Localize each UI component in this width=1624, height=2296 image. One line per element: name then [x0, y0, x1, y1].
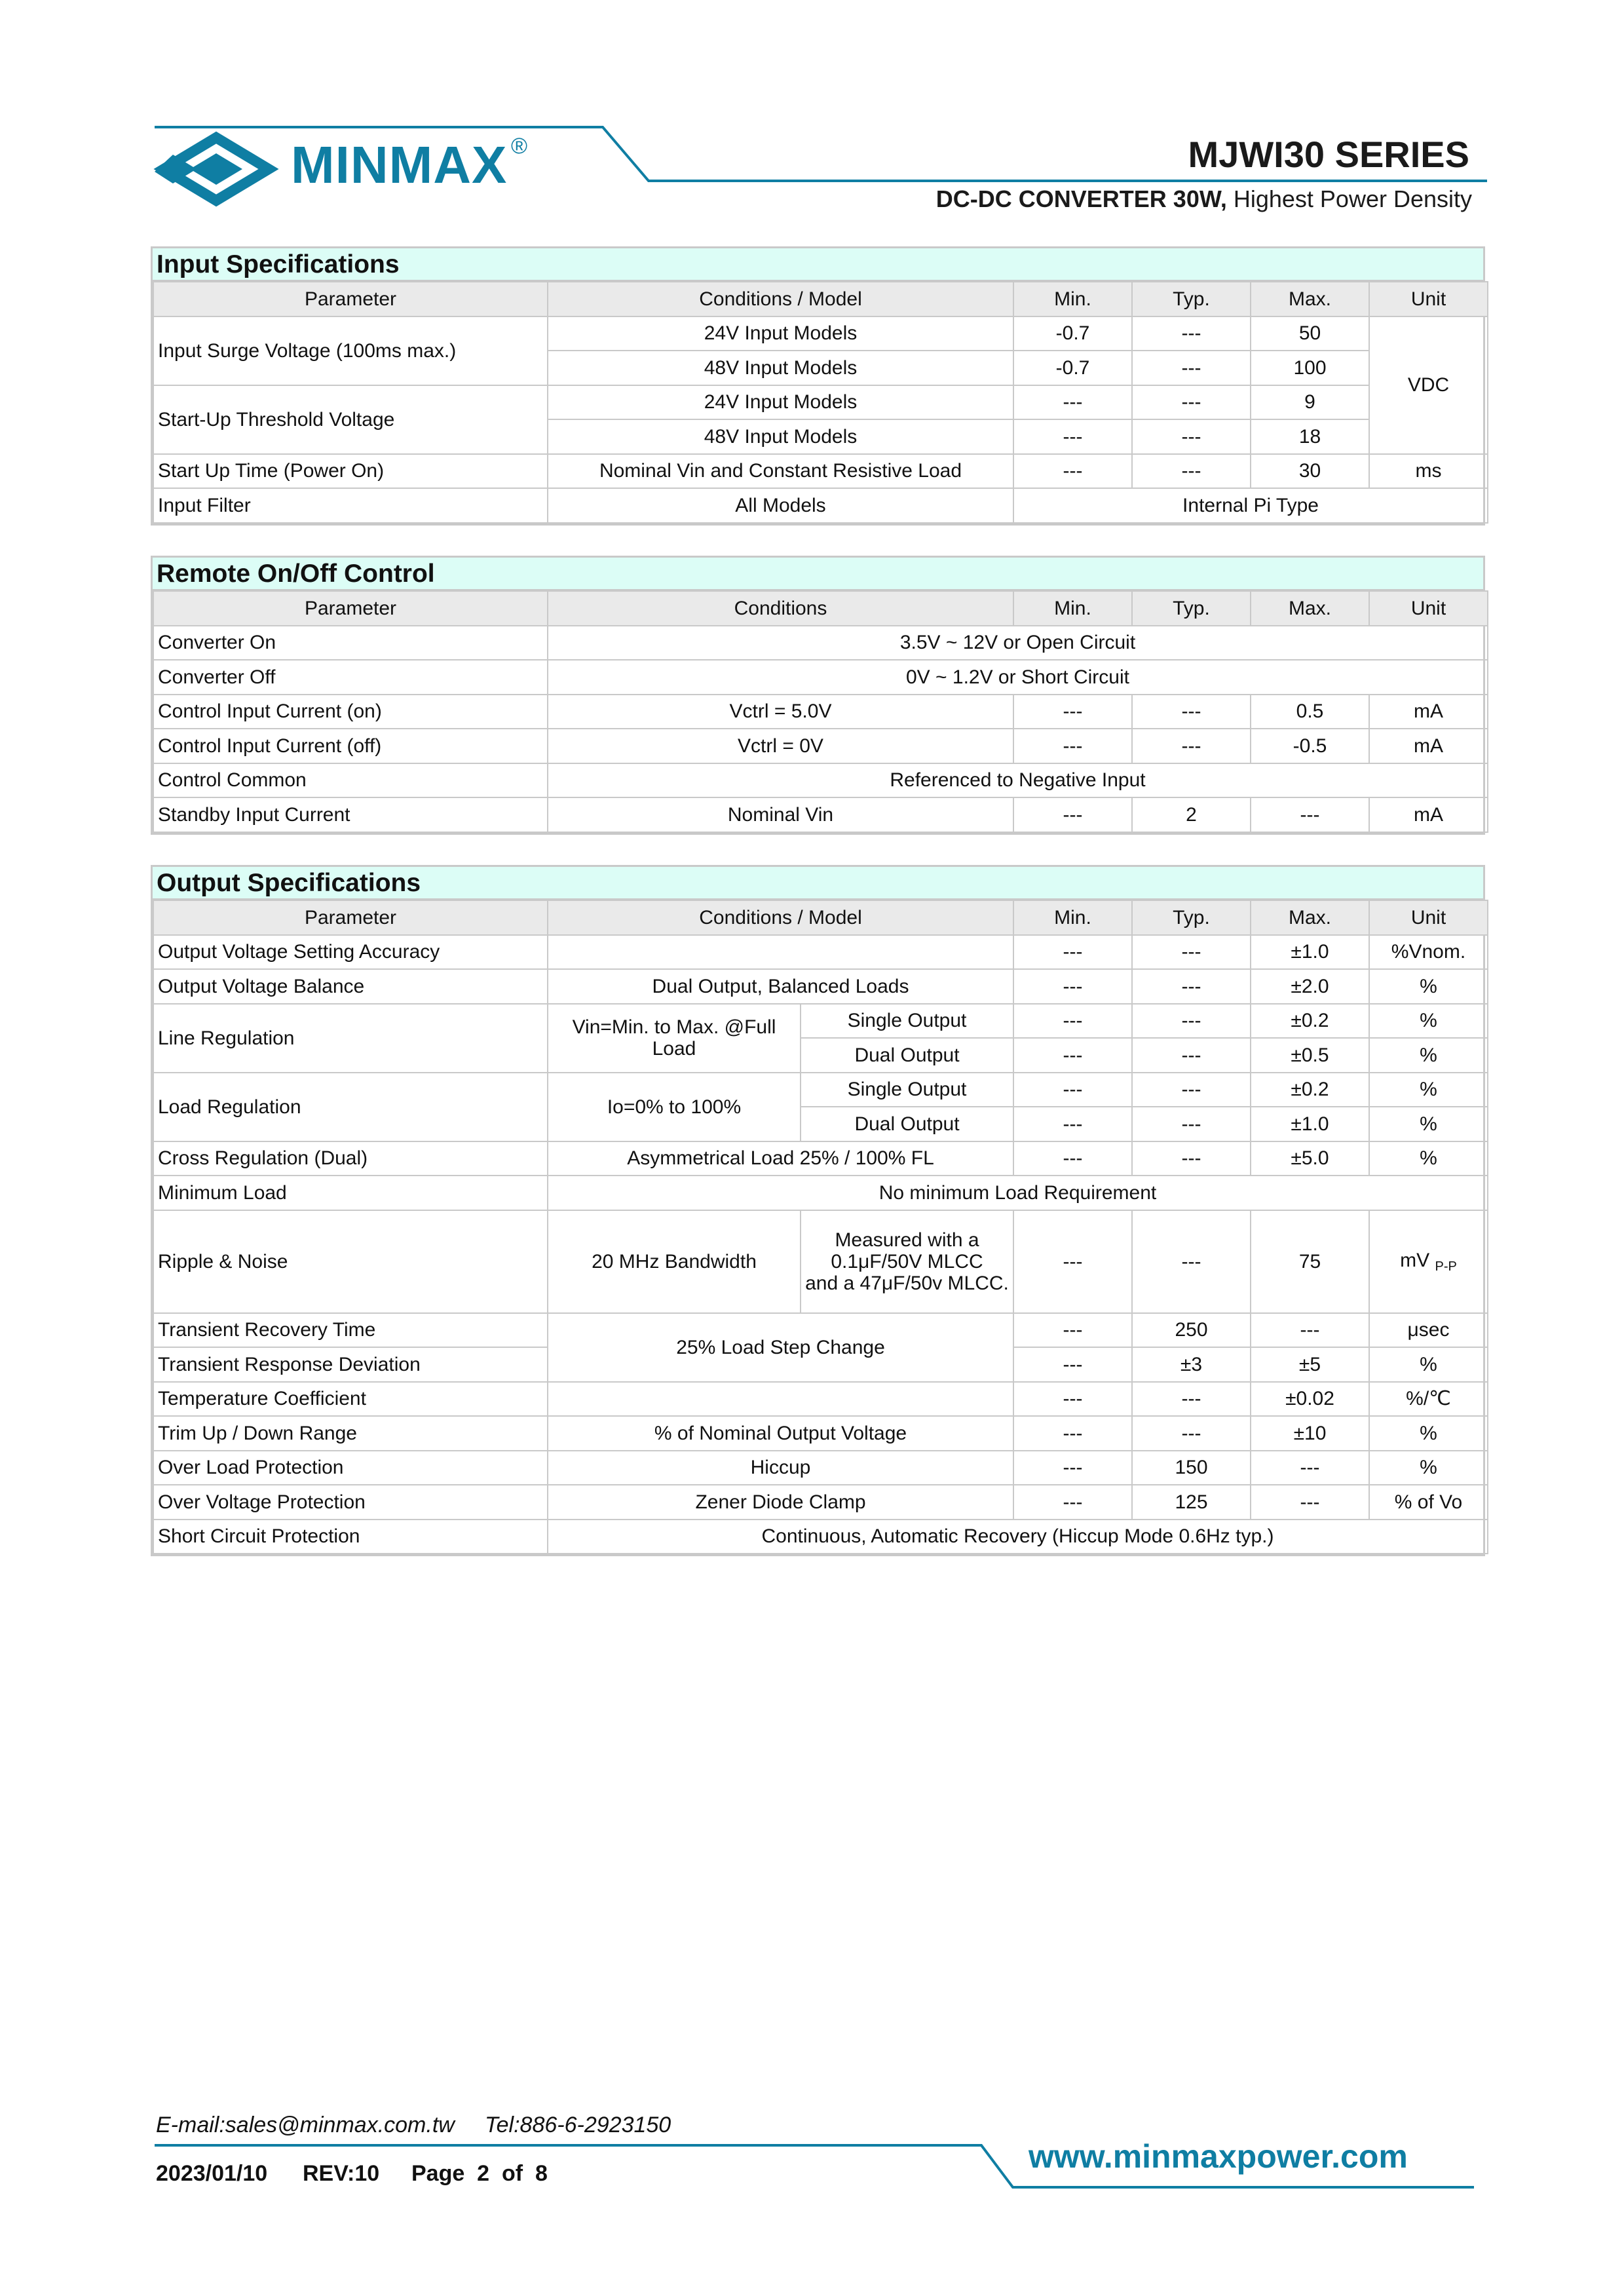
table-header-row: [153, 282, 1488, 316]
series-title: MJWI30 SERIES: [1188, 134, 1469, 175]
max-cell: -0.5: [1251, 729, 1369, 763]
param-cell: Control Input Current (on): [153, 695, 548, 729]
typ-cell: ---: [1132, 1004, 1251, 1039]
output-spec-grid: [153, 900, 1488, 1554]
param-cell: Converter On: [153, 626, 548, 660]
remote-control-table: [151, 556, 1485, 835]
max-cell: ±0.02: [1251, 1382, 1369, 1417]
max-cell: ±5: [1251, 1347, 1369, 1382]
max-cell: ±2.0: [1251, 969, 1369, 1004]
typ-cell: ---: [1132, 351, 1251, 385]
typ-cell: ---: [1132, 1141, 1251, 1176]
max-cell: ±5.0: [1251, 1141, 1369, 1176]
max-cell: 75: [1251, 1210, 1369, 1313]
unit-cell: μsec: [1369, 1313, 1488, 1348]
unit-cell: mA: [1369, 695, 1488, 729]
sub-cond-cell: Single Output: [801, 1073, 1013, 1107]
table-row: [153, 695, 1488, 729]
table-row: [153, 1382, 1488, 1417]
unit-subscript: P-P: [1435, 1259, 1457, 1274]
min-cell: ---: [1013, 969, 1132, 1004]
minmax-logo-icon: [155, 138, 269, 201]
remote-control-grid: [153, 590, 1488, 833]
typ-cell: ±3: [1132, 1347, 1251, 1382]
table-row: [153, 1520, 1488, 1554]
footer-tel: Tel:886-6-2923150: [485, 2113, 671, 2137]
unit-cell: %: [1369, 1141, 1488, 1176]
unit-cell: %: [1369, 1416, 1488, 1451]
column-header: Min.: [1013, 900, 1132, 935]
ripple-measure-cell: [801, 1210, 1013, 1313]
min-cell: ---: [1013, 1416, 1132, 1451]
param-cell: Load Regulation: [153, 1073, 548, 1141]
column-header: Max.: [1251, 282, 1369, 316]
param-cell: Short Circuit Protection: [153, 1520, 548, 1554]
column-header: Min.: [1013, 591, 1132, 626]
column-header: Typ.: [1132, 282, 1251, 316]
table-row: [153, 1210, 1488, 1313]
typ-cell: ---: [1132, 419, 1251, 454]
min-cell: ---: [1013, 419, 1132, 454]
min-cell: ---: [1013, 1107, 1132, 1141]
table-row: [153, 935, 1488, 970]
max-cell: 30: [1251, 454, 1369, 489]
param-cell: Minimum Load: [153, 1176, 548, 1210]
table-row: [153, 626, 1488, 660]
typ-cell: ---: [1132, 969, 1251, 1004]
unit-cell: mA: [1369, 729, 1488, 763]
param-cell: Converter Off: [153, 660, 548, 695]
max-cell: ---: [1251, 1451, 1369, 1485]
min-cell: ---: [1013, 695, 1132, 729]
input-spec-grid: [153, 281, 1488, 524]
unit-cell: mA: [1369, 797, 1488, 832]
sub-cond-cell: Single Output: [801, 1004, 1013, 1039]
param-cell: Input Filter: [153, 488, 548, 523]
table-row: [153, 763, 1488, 798]
sub-cond-cell: Dual Output: [801, 1107, 1013, 1141]
footer-website-link[interactable]: www.minmaxpower.com: [1029, 2138, 1408, 2175]
param-cell: Start-Up Threshold Voltage: [153, 385, 548, 454]
footer-email[interactable]: E-mail:sales@minmax.com.tw: [156, 2113, 455, 2137]
min-cell: ---: [1013, 729, 1132, 763]
min-cell: ---: [1013, 1038, 1132, 1073]
param-cell: Standby Input Current: [153, 797, 548, 832]
typ-cell: ---: [1132, 695, 1251, 729]
cond-cell: % of Nominal Output Voltage: [548, 1416, 1013, 1451]
header-decoration: [0, 0, 1624, 210]
cond-cell: 20 MHz Bandwidth: [548, 1210, 801, 1313]
unit-cell: %: [1369, 1107, 1488, 1141]
table-row: [153, 454, 1488, 489]
column-header: Typ.: [1132, 591, 1251, 626]
column-header: Min.: [1013, 282, 1132, 316]
cond-cell: Io=0% to 100%: [548, 1073, 801, 1141]
unit-cell: %: [1369, 1073, 1488, 1107]
brand-name: MINMAX: [291, 136, 508, 194]
value-cell: Internal Pi Type: [1013, 488, 1488, 523]
footer-date: 2023/01/10: [156, 2161, 268, 2186]
sub-cond-cell: Dual Output: [801, 1038, 1013, 1073]
max-cell: ±1.0: [1251, 1107, 1369, 1141]
ripple-measure-line: 0.1μF/50V MLCC: [831, 1250, 983, 1272]
max-cell: ±0.2: [1251, 1004, 1369, 1039]
column-header: Unit: [1369, 591, 1488, 626]
subtitle: [936, 187, 1472, 211]
min-cell: ---: [1013, 1382, 1132, 1417]
cond-cell: 48V Input Models: [548, 351, 1013, 385]
max-cell: 50: [1251, 316, 1369, 351]
cond-cell: All Models: [548, 488, 1013, 523]
max-cell: ±0.2: [1251, 1073, 1369, 1107]
subtitle-bold: DC-DC CONVERTER 30W,: [935, 185, 1227, 212]
param-cell: Ripple & Noise: [153, 1210, 548, 1313]
column-header: Parameter: [153, 282, 548, 316]
min-cell: ---: [1013, 797, 1132, 832]
min-cell: ---: [1013, 1004, 1132, 1039]
table-header-row: [153, 900, 1488, 935]
param-cell: Line Regulation: [153, 1004, 548, 1073]
subtitle-rest: Highest Power Density: [1226, 185, 1472, 212]
param-cell: Over Load Protection: [153, 1451, 548, 1485]
output-spec-table: [151, 865, 1485, 1556]
max-cell: ---: [1251, 797, 1369, 832]
max-cell: ---: [1251, 1313, 1369, 1348]
cond-cell: Vin=Min. to Max. @Full Load: [548, 1004, 801, 1073]
min-cell: ---: [1013, 1313, 1132, 1348]
unit-cell: %: [1369, 1347, 1488, 1382]
table-row: [153, 1313, 1488, 1348]
unit-cell: %: [1369, 969, 1488, 1004]
max-cell: ±10: [1251, 1416, 1369, 1451]
column-header: Max.: [1251, 591, 1369, 626]
unit-cell: %: [1369, 1451, 1488, 1485]
max-cell: 9: [1251, 385, 1369, 420]
typ-cell: 250: [1132, 1313, 1251, 1348]
table-row: [153, 1073, 1488, 1107]
table-row: [153, 797, 1488, 832]
unit-cell: ms: [1369, 454, 1488, 489]
ripple-measure-line: Measured with a: [835, 1229, 979, 1251]
unit-cell: %: [1369, 1004, 1488, 1039]
cond-cell: [548, 1382, 1013, 1417]
column-header: Conditions / Model: [548, 282, 1013, 316]
table-row: [153, 1141, 1488, 1176]
cond-cell: 24V Input Models: [548, 316, 1013, 351]
output-spec-title: Output Specifications: [153, 867, 1483, 900]
column-header: Conditions: [548, 591, 1013, 626]
table-row: [153, 969, 1488, 1004]
max-cell: ±0.5: [1251, 1038, 1369, 1073]
table-row: [153, 316, 1488, 351]
typ-cell: ---: [1132, 385, 1251, 420]
column-header: Parameter: [153, 900, 548, 935]
table-row: [153, 660, 1488, 695]
value-cell: Referenced to Negative Input: [548, 763, 1488, 798]
param-cell: Temperature Coefficient: [153, 1382, 548, 1417]
min-cell: ---: [1013, 454, 1132, 489]
param-cell: Trim Up / Down Range: [153, 1416, 548, 1451]
min-cell: ---: [1013, 1210, 1132, 1313]
table-header-row: [153, 591, 1488, 626]
typ-cell: 2: [1132, 797, 1251, 832]
typ-cell: 150: [1132, 1451, 1251, 1485]
typ-cell: ---: [1132, 729, 1251, 763]
value-cell: 3.5V ~ 12V or Open Circuit: [548, 626, 1488, 660]
param-cell: Transient Recovery Time: [153, 1313, 548, 1348]
column-header: Parameter: [153, 591, 548, 626]
typ-cell: ---: [1132, 935, 1251, 970]
param-cell: Input Surge Voltage (100ms max.): [153, 316, 548, 385]
footer-page-number: Page 2 of 8: [411, 2161, 548, 2186]
cond-cell: [548, 935, 1013, 970]
min-cell: ---: [1013, 385, 1132, 420]
max-cell: 0.5: [1251, 695, 1369, 729]
param-cell: Control Input Current (off): [153, 729, 548, 763]
unit-cell: %/℃: [1369, 1382, 1488, 1417]
ripple-measure-line: and a 47μF/50v MLCC.: [805, 1272, 1009, 1294]
typ-cell: ---: [1132, 1382, 1251, 1417]
value-cell: No minimum Load Requirement: [548, 1176, 1488, 1210]
min-cell: ---: [1013, 1073, 1132, 1107]
typ-cell: ---: [1132, 1073, 1251, 1107]
input-spec-table: [151, 246, 1485, 526]
table-row: [153, 1416, 1488, 1451]
param-cell: Over Voltage Protection: [153, 1485, 548, 1520]
cond-cell: Nominal Vin and Constant Resistive Load: [548, 454, 1013, 489]
unit-cell: %: [1369, 1038, 1488, 1073]
cond-cell: 48V Input Models: [548, 419, 1013, 454]
unit-cell: VDC: [1369, 316, 1488, 454]
cond-cell: Vctrl = 5.0V: [548, 695, 1013, 729]
param-cell: Cross Regulation (Dual): [153, 1141, 548, 1176]
cond-cell: 24V Input Models: [548, 385, 1013, 420]
cond-cell: 25% Load Step Change: [548, 1313, 1013, 1382]
min-cell: ---: [1013, 1485, 1132, 1520]
cond-cell: Hiccup: [548, 1451, 1013, 1485]
column-header: Unit: [1369, 282, 1488, 316]
min-cell: -0.7: [1013, 316, 1132, 351]
table-row: [153, 1176, 1488, 1210]
table-row: [153, 1485, 1488, 1520]
cond-cell: Asymmetrical Load 25% / 100% FL: [548, 1141, 1013, 1176]
registered-mark: ®: [511, 134, 528, 159]
min-cell: ---: [1013, 935, 1132, 970]
unit-cell: [1369, 1210, 1488, 1313]
unit-cell: %Vnom.: [1369, 935, 1488, 970]
table-row: [153, 1004, 1488, 1039]
max-cell: ±1.0: [1251, 935, 1369, 970]
cond-cell: Vctrl = 0V: [548, 729, 1013, 763]
typ-cell: ---: [1132, 316, 1251, 351]
max-cell: 18: [1251, 419, 1369, 454]
column-header: Conditions / Model: [548, 900, 1013, 935]
table-row: [153, 1451, 1488, 1485]
cond-cell: Dual Output, Balanced Loads: [548, 969, 1013, 1004]
remote-control-title: Remote On/Off Control: [153, 558, 1483, 590]
min-cell: ---: [1013, 1451, 1132, 1485]
param-cell: Control Common: [153, 763, 548, 798]
column-header: Max.: [1251, 900, 1369, 935]
typ-cell: ---: [1132, 1107, 1251, 1141]
typ-cell: ---: [1132, 454, 1251, 489]
typ-cell: ---: [1132, 1210, 1251, 1313]
unit-main: mV: [1400, 1249, 1430, 1271]
cond-cell: Nominal Vin: [548, 797, 1013, 832]
footer-revision: REV:10: [303, 2161, 380, 2186]
min-cell: ---: [1013, 1141, 1132, 1176]
typ-cell: ---: [1132, 1038, 1251, 1073]
param-cell: Output Voltage Setting Accuracy: [153, 935, 548, 970]
min-cell: ---: [1013, 1347, 1132, 1382]
max-cell: ---: [1251, 1485, 1369, 1520]
unit-cell: % of Vo: [1369, 1485, 1488, 1520]
max-cell: 100: [1251, 351, 1369, 385]
table-row: [153, 385, 1488, 420]
param-cell: Start Up Time (Power On): [153, 454, 548, 489]
param-cell: Output Voltage Balance: [153, 969, 548, 1004]
min-cell: -0.7: [1013, 351, 1132, 385]
table-row: [153, 729, 1488, 763]
param-cell: Transient Response Deviation: [153, 1347, 548, 1382]
typ-cell: 125: [1132, 1485, 1251, 1520]
typ-cell: ---: [1132, 1416, 1251, 1451]
input-spec-title: Input Specifications: [153, 248, 1483, 281]
column-header: Typ.: [1132, 900, 1251, 935]
value-cell: 0V ~ 1.2V or Short Circuit: [548, 660, 1488, 695]
value-cell: Continuous, Automatic Recovery (Hiccup Mode 0.6Hz typ.): [548, 1520, 1488, 1554]
column-header: Unit: [1369, 900, 1488, 935]
table-row: [153, 488, 1488, 523]
cond-cell: Zener Diode Clamp: [548, 1485, 1013, 1520]
